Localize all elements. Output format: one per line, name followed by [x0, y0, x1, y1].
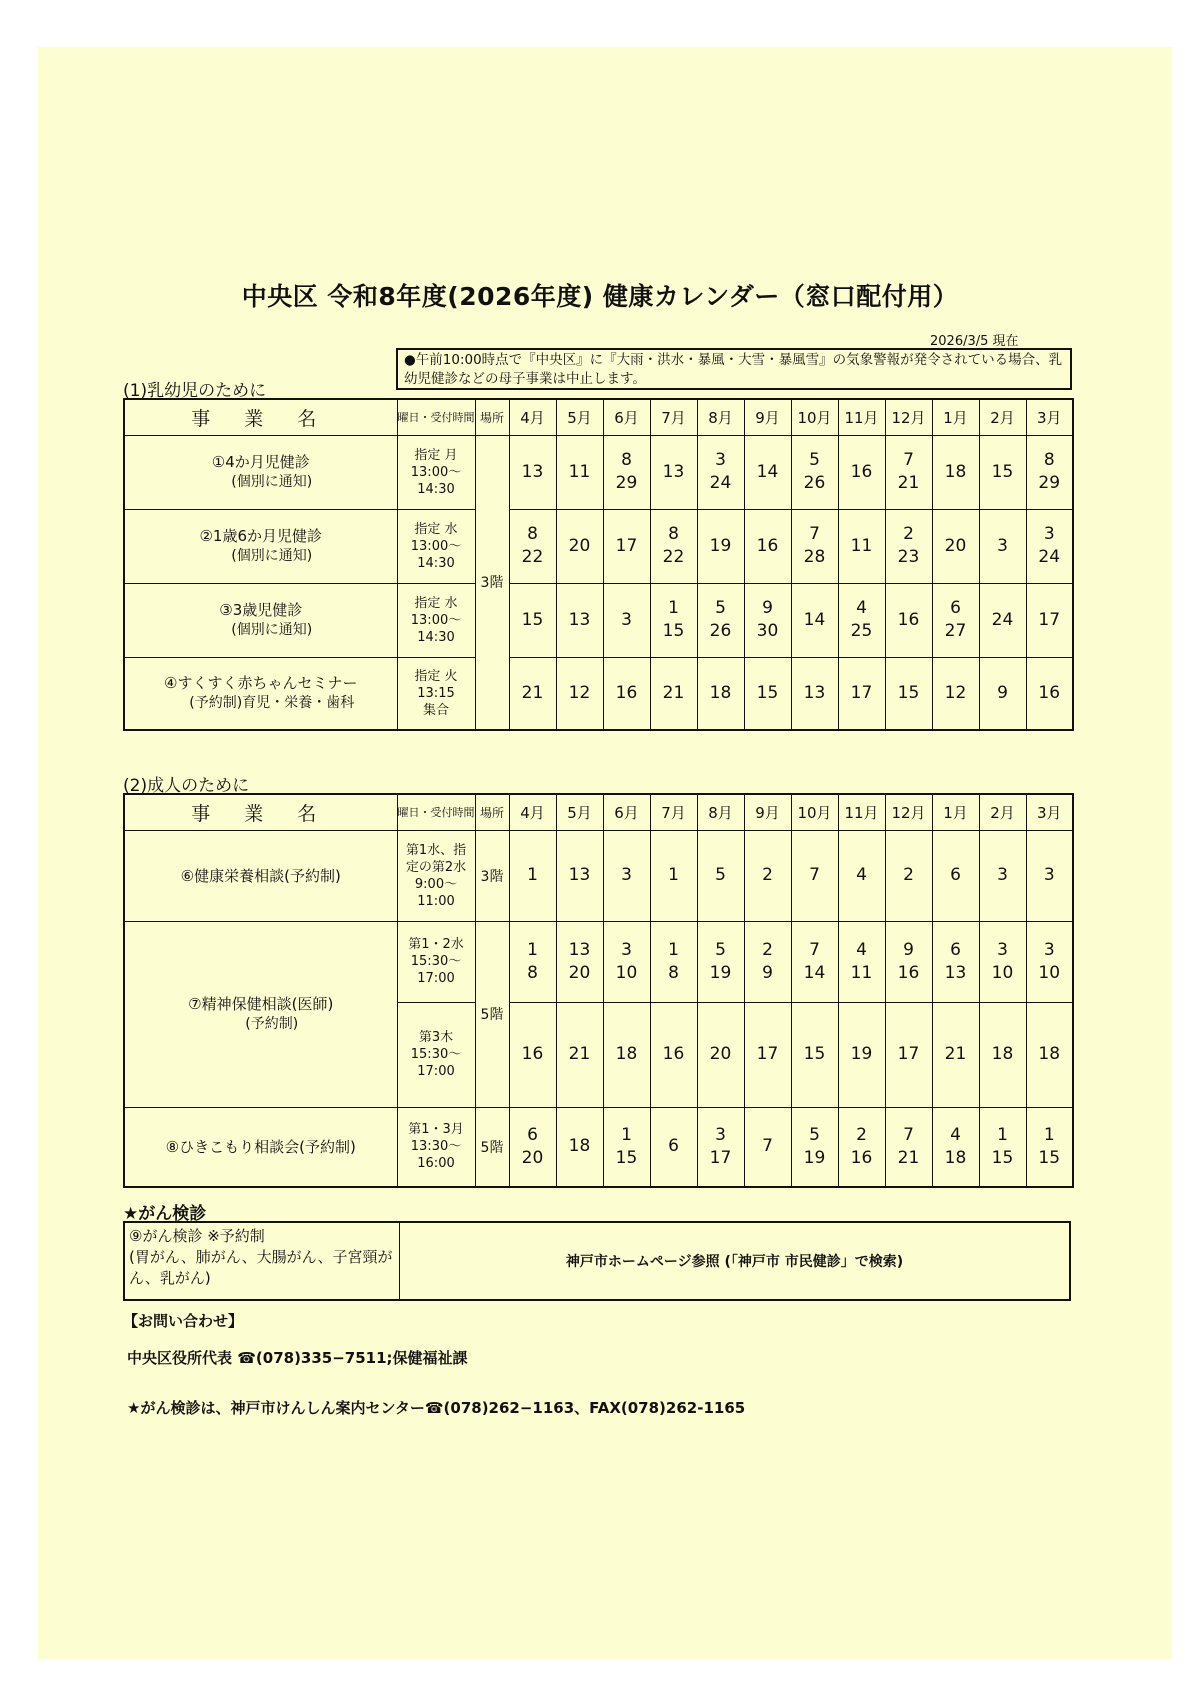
schedule-date-cell: 3 24: [697, 435, 744, 509]
table-row: [124, 1107, 1073, 1187]
schedule-date-cell: 2 23: [885, 509, 932, 583]
header-month: 5月: [556, 399, 603, 435]
schedule-time: 第3木 15:30〜 17:00: [397, 1002, 475, 1107]
cancer-info: 神戸市ホームページ参照 (「神戸市 市民健診」で検索): [565, 1254, 904, 1270]
program-note: (個別に通知): [231, 622, 313, 638]
header-month: 7月: [650, 399, 697, 435]
schedule-date-cell: 8 29: [603, 435, 650, 509]
cancer-title: ⑨がん検診 ※予約制: [129, 1227, 265, 1245]
program-title: ④すくすく赤ちゃんセミナー: [164, 674, 358, 693]
program-note: (予約制): [245, 1016, 299, 1032]
header-month: 2月: [979, 794, 1026, 830]
header-month: 10月: [791, 794, 838, 830]
program-name: [124, 583, 397, 657]
schedule-date-cell: 16: [603, 657, 650, 730]
header-place: 場所: [475, 794, 509, 830]
schedule-date-cell: 11: [556, 435, 603, 509]
schedule-date-cell: 7 21: [885, 435, 932, 509]
schedule-date-cell: 15: [979, 435, 1026, 509]
program-title: ③3歳児健診: [219, 601, 303, 619]
schedule-date-cell: 8 22: [509, 509, 556, 583]
venue-floor: 5階: [475, 921, 509, 1107]
table-header-row: [124, 399, 1073, 435]
schedule-date-cell: 1 8: [650, 921, 697, 1002]
schedule-date-cell: 16: [838, 435, 885, 509]
schedule-date-cell: 3: [603, 830, 650, 921]
schedule-date-cell: 7 14: [791, 921, 838, 1002]
section-adult-heading: (2)成人のために: [123, 776, 250, 796]
header-month: 2月: [979, 399, 1026, 435]
schedule-date-cell: 8 22: [650, 509, 697, 583]
weather-notice: ●午前10:00時点で『中央区』に『大雨・洪水・暴風・大雪・暴風雪』の気象警報が発令されている場合、乳幼児健診などの母子事業は中止します。: [396, 348, 1072, 390]
schedule-date-cell: 3 17: [697, 1107, 744, 1187]
schedule-date-cell: 9: [979, 657, 1026, 730]
header-month: 12月: [885, 794, 932, 830]
header-month: 10月: [791, 399, 838, 435]
header-month: 4月: [509, 794, 556, 830]
schedule-time: 第1・3月 13:30〜 16:00: [397, 1107, 475, 1187]
table-row: [124, 509, 1073, 583]
header-month: 5月: [556, 794, 603, 830]
schedule-time: 指定 火 13:15 集合: [397, 657, 475, 730]
schedule-date-cell: 20: [932, 509, 979, 583]
schedule-date-cell: 14: [791, 583, 838, 657]
program-name: [124, 657, 397, 730]
contact-cancer-center: ★がん検診は、神戸市けんしん案内センター☎(078)262−1163、FAX(078)262-1165: [127, 1399, 746, 1417]
schedule-date-cell: 3: [1026, 830, 1073, 921]
table-row: [124, 657, 1073, 730]
schedule-date-cell: 3 24: [1026, 509, 1073, 583]
adult-schedule-table: [123, 793, 1074, 1188]
contact-heading: 【お問い合わせ】: [123, 1312, 244, 1330]
schedule-date-cell: 17: [1026, 583, 1073, 657]
program-note: (個別に通知): [231, 474, 313, 490]
schedule-date-cell: 19: [838, 1002, 885, 1107]
cancer-heading: ★がん検診: [123, 1204, 207, 1224]
schedule-date-cell: 3: [603, 583, 650, 657]
schedule-date-cell: 20: [697, 1002, 744, 1107]
schedule-date-cell: 7: [791, 830, 838, 921]
section-infant-heading: (1)乳幼児のために: [123, 381, 267, 401]
schedule-date-cell: 16: [885, 583, 932, 657]
schedule-date-cell: 18: [1026, 1002, 1073, 1107]
page-title: 中央区 令和8年度(2026年度) 健康カレンダー（窓口配付用）: [241, 282, 959, 311]
schedule-date-cell: 12: [556, 657, 603, 730]
table-row: [124, 435, 1073, 509]
schedule-date-cell: 15: [509, 583, 556, 657]
header-month: 1月: [932, 399, 979, 435]
schedule-date-cell: 18: [979, 1002, 1026, 1107]
venue-floor: 3階: [475, 830, 509, 921]
schedule-date-cell: 4 11: [838, 921, 885, 1002]
schedule-time: 指定 水 13:00〜 14:30: [397, 509, 475, 583]
cancer-detail: (胃がん、肺がん、大腸がん、子宮頸がん、乳がん): [129, 1248, 393, 1287]
contact-ward-office: 中央区役所代表 ☎(078)335−7511;保健福祉課: [127, 1349, 468, 1367]
header-month: 6月: [603, 399, 650, 435]
schedule-date-cell: 1 15: [1026, 1107, 1073, 1187]
schedule-date-cell: 2: [885, 830, 932, 921]
schedule-date-cell: 15: [885, 657, 932, 730]
schedule-time: 指定 水 13:00〜 14:30: [397, 583, 475, 657]
header-name: 事 業 名: [124, 794, 397, 830]
schedule-date-cell: 11: [838, 509, 885, 583]
header-month: 8月: [697, 794, 744, 830]
venue-floor: 5階: [475, 1107, 509, 1187]
schedule-date-cell: 16: [744, 509, 791, 583]
schedule-date-cell: 2 9: [744, 921, 791, 1002]
schedule-date-cell: 1 15: [979, 1107, 1026, 1187]
schedule-date-cell: 3 10: [1026, 921, 1073, 1002]
schedule-date-cell: 5 19: [791, 1107, 838, 1187]
program-title: ⑦精神保健相談(医師): [188, 995, 334, 1013]
schedule-date-cell: 4 18: [932, 1107, 979, 1187]
header-time: 曜日・受付時間: [397, 399, 475, 435]
schedule-date-cell: 12: [932, 657, 979, 730]
program-note: (予約制)育児・栄養・歯科: [189, 695, 355, 712]
table-header-row: [124, 794, 1073, 830]
schedule-date-cell: 5: [697, 830, 744, 921]
header-month: 4月: [509, 399, 556, 435]
schedule-date-cell: 13: [650, 435, 697, 509]
header-month: 3月: [1026, 794, 1073, 830]
header-month: 9月: [744, 399, 791, 435]
program-note: (個別に通知): [231, 548, 313, 564]
schedule-date-cell: 20: [556, 509, 603, 583]
schedule-date-cell: 5 26: [697, 583, 744, 657]
header-month: 11月: [838, 399, 885, 435]
program-name: ⑧ひきこもり相談会(予約制): [124, 1107, 397, 1187]
schedule-date-cell: 17: [885, 1002, 932, 1107]
schedule-date-cell: 7 21: [885, 1107, 932, 1187]
schedule-date-cell: 13: [509, 435, 556, 509]
schedule-date-cell: 2 16: [838, 1107, 885, 1187]
schedule-date-cell: 15: [744, 657, 791, 730]
program-name: [124, 921, 397, 1107]
schedule-date-cell: 7: [744, 1107, 791, 1187]
schedule-date-cell: 1 15: [650, 583, 697, 657]
schedule-date-cell: 6 13: [932, 921, 979, 1002]
cancer-name-cell: [125, 1223, 400, 1299]
header-name: 事 業 名: [124, 399, 397, 435]
schedule-date-cell: 5 19: [697, 921, 744, 1002]
schedule-date-cell: 3 10: [979, 921, 1026, 1002]
header-month: 1月: [932, 794, 979, 830]
infant-schedule-table: [123, 398, 1074, 731]
program-title: ②1歳6か月児健診: [199, 527, 323, 545]
schedule-date-cell: 1: [650, 830, 697, 921]
header-month: 7月: [650, 794, 697, 830]
schedule-date-cell: 17: [744, 1002, 791, 1107]
schedule-date-cell: 18: [603, 1002, 650, 1107]
header-month: 6月: [603, 794, 650, 830]
table-row: [124, 830, 1073, 921]
schedule-date-cell: 6 20: [509, 1107, 556, 1187]
schedule-date-cell: 21: [932, 1002, 979, 1107]
program-name: [124, 435, 397, 509]
header-time: 曜日・受付時間: [397, 794, 475, 830]
schedule-time: 指定 月 13:00〜 14:30: [397, 435, 475, 509]
schedule-date-cell: 16: [1026, 657, 1073, 730]
header-month: 8月: [697, 399, 744, 435]
schedule-date-cell: 18: [697, 657, 744, 730]
schedule-date-cell: 4: [838, 830, 885, 921]
schedule-date-cell: 14: [744, 435, 791, 509]
header-month: 11月: [838, 794, 885, 830]
program-name: ⑥健康栄養相談(予約制): [124, 830, 397, 921]
schedule-date-cell: 3: [979, 830, 1026, 921]
table-row: [124, 921, 1073, 1002]
schedule-date-cell: 8 29: [1026, 435, 1073, 509]
schedule-date-cell: 3: [979, 509, 1026, 583]
schedule-date-cell: 6: [650, 1107, 697, 1187]
schedule-date-cell: 1 15: [603, 1107, 650, 1187]
schedule-date-cell: 9 30: [744, 583, 791, 657]
schedule-date-cell: 6: [932, 830, 979, 921]
header-month: 3月: [1026, 399, 1073, 435]
schedule-date-cell: 17: [838, 657, 885, 730]
as-of-date: 2026/3/5 現在: [930, 334, 1019, 349]
schedule-date-cell: 5 26: [791, 435, 838, 509]
schedule-time: 第1・2水 15:30〜 17:00: [397, 921, 475, 1002]
program-title: ①4か月児健診: [211, 453, 310, 471]
schedule-date-cell: 6 27: [932, 583, 979, 657]
schedule-date-cell: 15: [791, 1002, 838, 1107]
schedule-date-cell: 13: [556, 830, 603, 921]
cancer-screening-box: [123, 1221, 1071, 1301]
schedule-date-cell: 13: [791, 657, 838, 730]
schedule-date-cell: 2: [744, 830, 791, 921]
schedule-date-cell: 4 25: [838, 583, 885, 657]
venue-floor: 3階: [475, 435, 509, 730]
schedule-date-cell: 19: [697, 509, 744, 583]
schedule-time: 第1水、指 定の第2水 9:00〜 11:00: [397, 830, 475, 921]
schedule-date-cell: 7 28: [791, 509, 838, 583]
header-month: 9月: [744, 794, 791, 830]
header-month: 12月: [885, 399, 932, 435]
schedule-date-cell: 21: [556, 1002, 603, 1107]
schedule-date-cell: 17: [603, 509, 650, 583]
program-name: [124, 509, 397, 583]
schedule-date-cell: 21: [650, 657, 697, 730]
schedule-date-cell: 3 10: [603, 921, 650, 1002]
schedule-date-cell: 1: [509, 830, 556, 921]
schedule-date-cell: 13 20: [556, 921, 603, 1002]
schedule-date-cell: 18: [556, 1107, 603, 1187]
header-place: 場所: [475, 399, 509, 435]
schedule-date-cell: 1 8: [509, 921, 556, 1002]
schedule-date-cell: 16: [650, 1002, 697, 1107]
schedule-date-cell: 18: [932, 435, 979, 509]
schedule-date-cell: 24: [979, 583, 1026, 657]
schedule-date-cell: 21: [509, 657, 556, 730]
table-row: [124, 583, 1073, 657]
schedule-date-cell: 9 16: [885, 921, 932, 1002]
schedule-date-cell: 13: [556, 583, 603, 657]
schedule-date-cell: 16: [509, 1002, 556, 1107]
